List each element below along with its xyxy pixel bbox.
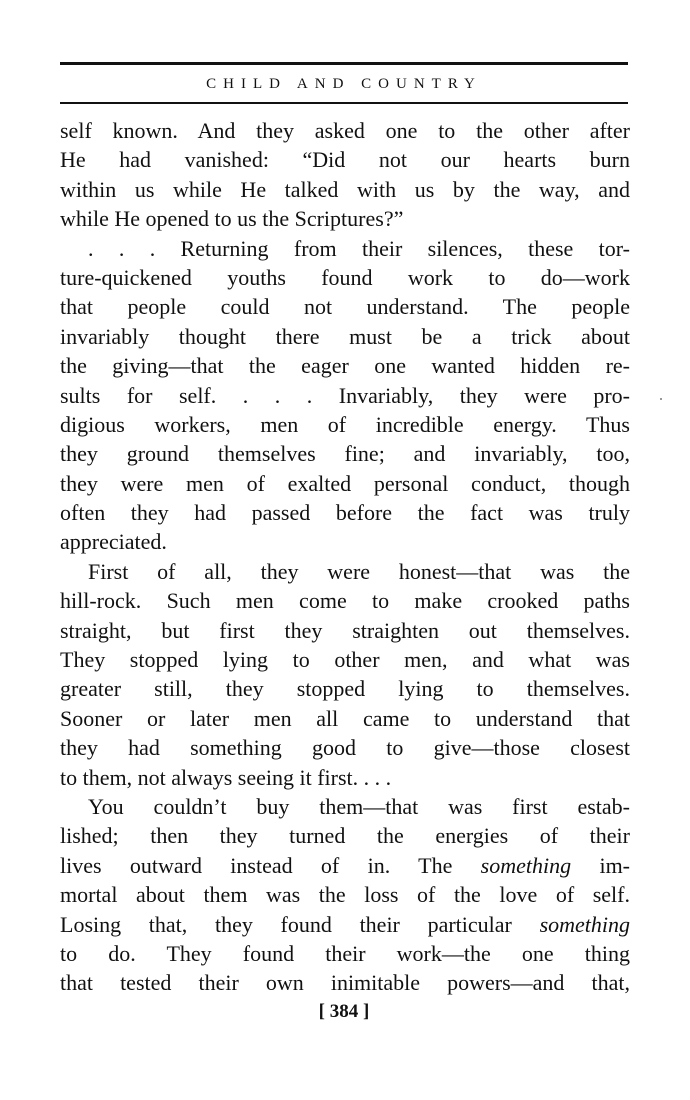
text-line [60,381,630,410]
text-line-content: digious workers, men of incredible energy. Thus [60,411,630,437]
text-line-content: self known. And they asked one to the other after [60,118,630,143]
text-line [60,527,630,556]
text-line-content: He had vanished: “Did not our hearts burn [60,147,630,173]
text-line [60,910,630,939]
text-line-content: appreciated. [60,529,167,555]
text-line [60,586,630,615]
text-line-content: within us while He talked with us by the way, and [60,176,630,202]
text-line [60,674,630,703]
header-rule-bottom [60,102,628,104]
text-line-content: mortal about them was the loss of the love of self. [60,882,630,908]
text-line-tail: im- [571,852,631,878]
text-line [60,939,630,968]
text-line-content: They stopped lying to other men, and what was [60,647,630,673]
text-line [60,439,630,468]
text-line [60,116,630,145]
text-line [60,498,630,527]
page-number: [ 384 ] [318,1001,370,1022]
text-line-content: Losing that, they found their particular [60,911,512,937]
text-line [60,763,630,792]
text-line-content: . . . Returning from their silences, these tor- [88,235,630,261]
text-line [60,645,630,674]
text-line-content: while He opened to us the Scriptures?” [60,206,404,232]
text-line [60,351,630,380]
scan-speck [660,398,662,400]
text-line [60,851,630,880]
text-line [60,704,630,733]
text-line-content: You couldn’t buy them—that was first estab- [88,793,630,819]
text-line-content: that people could not understand. The people [60,294,630,320]
header-rule-top [60,62,628,65]
text-line [60,322,630,351]
text-line [60,821,630,850]
text-line [60,733,630,762]
text-line-content: hill-rock. Such men come to make crooked paths [60,588,630,614]
body-text [60,116,630,998]
text-line-content: the giving—that the eager one wanted hidden re- [60,353,630,379]
text-line [60,469,630,498]
text-line [60,175,630,204]
text-line-content: lished; then they turned the energies of their [60,823,630,849]
text-line [60,968,630,997]
text-line [60,263,630,292]
text-line-content: they ground themselves fine; and invariably, too, [60,441,630,467]
text-line [60,880,630,909]
text-line-content: to do. They found their work—the one thing [60,940,630,966]
text-line [60,204,630,233]
text-line [60,792,630,821]
text-line-content: greater still, they stopped lying to themselves. [60,676,630,702]
text-line-content: invariably thought there must be a trick about [60,323,630,349]
text-line [60,410,630,439]
text-line-content: they had something good to give—those closest [60,735,630,761]
text-line [60,292,630,321]
text-line-content: First of all, they were honest—that was the [88,558,630,584]
italic-word: something [480,852,572,878]
text-line [60,616,630,645]
text-line [60,234,630,263]
text-line-content: often they had passed before the fact was truly [60,500,630,526]
text-line-content: sults for self. . . . Invariably, they were pro- [60,382,630,408]
text-line-content: they were men of exalted personal conduct, though [60,470,630,496]
text-line [60,557,630,586]
text-line-content: that tested their own inimitable powers—and that, [60,970,630,996]
text-line-content: lives outward instead of in. The [60,852,453,878]
text-line [60,145,630,174]
running-head: CHILD AND COUNTRY [206,76,482,92]
italic-word: something [539,911,631,937]
text-line-content: Sooner or later men all came to understand that [60,705,630,731]
text-line-content: ture-quickened youths found work to do—work [60,264,630,290]
text-line-content: to them, not always seeing it first. . . . [60,764,392,790]
text-line-content: straight, but first they straighten out themselves. [60,617,630,643]
